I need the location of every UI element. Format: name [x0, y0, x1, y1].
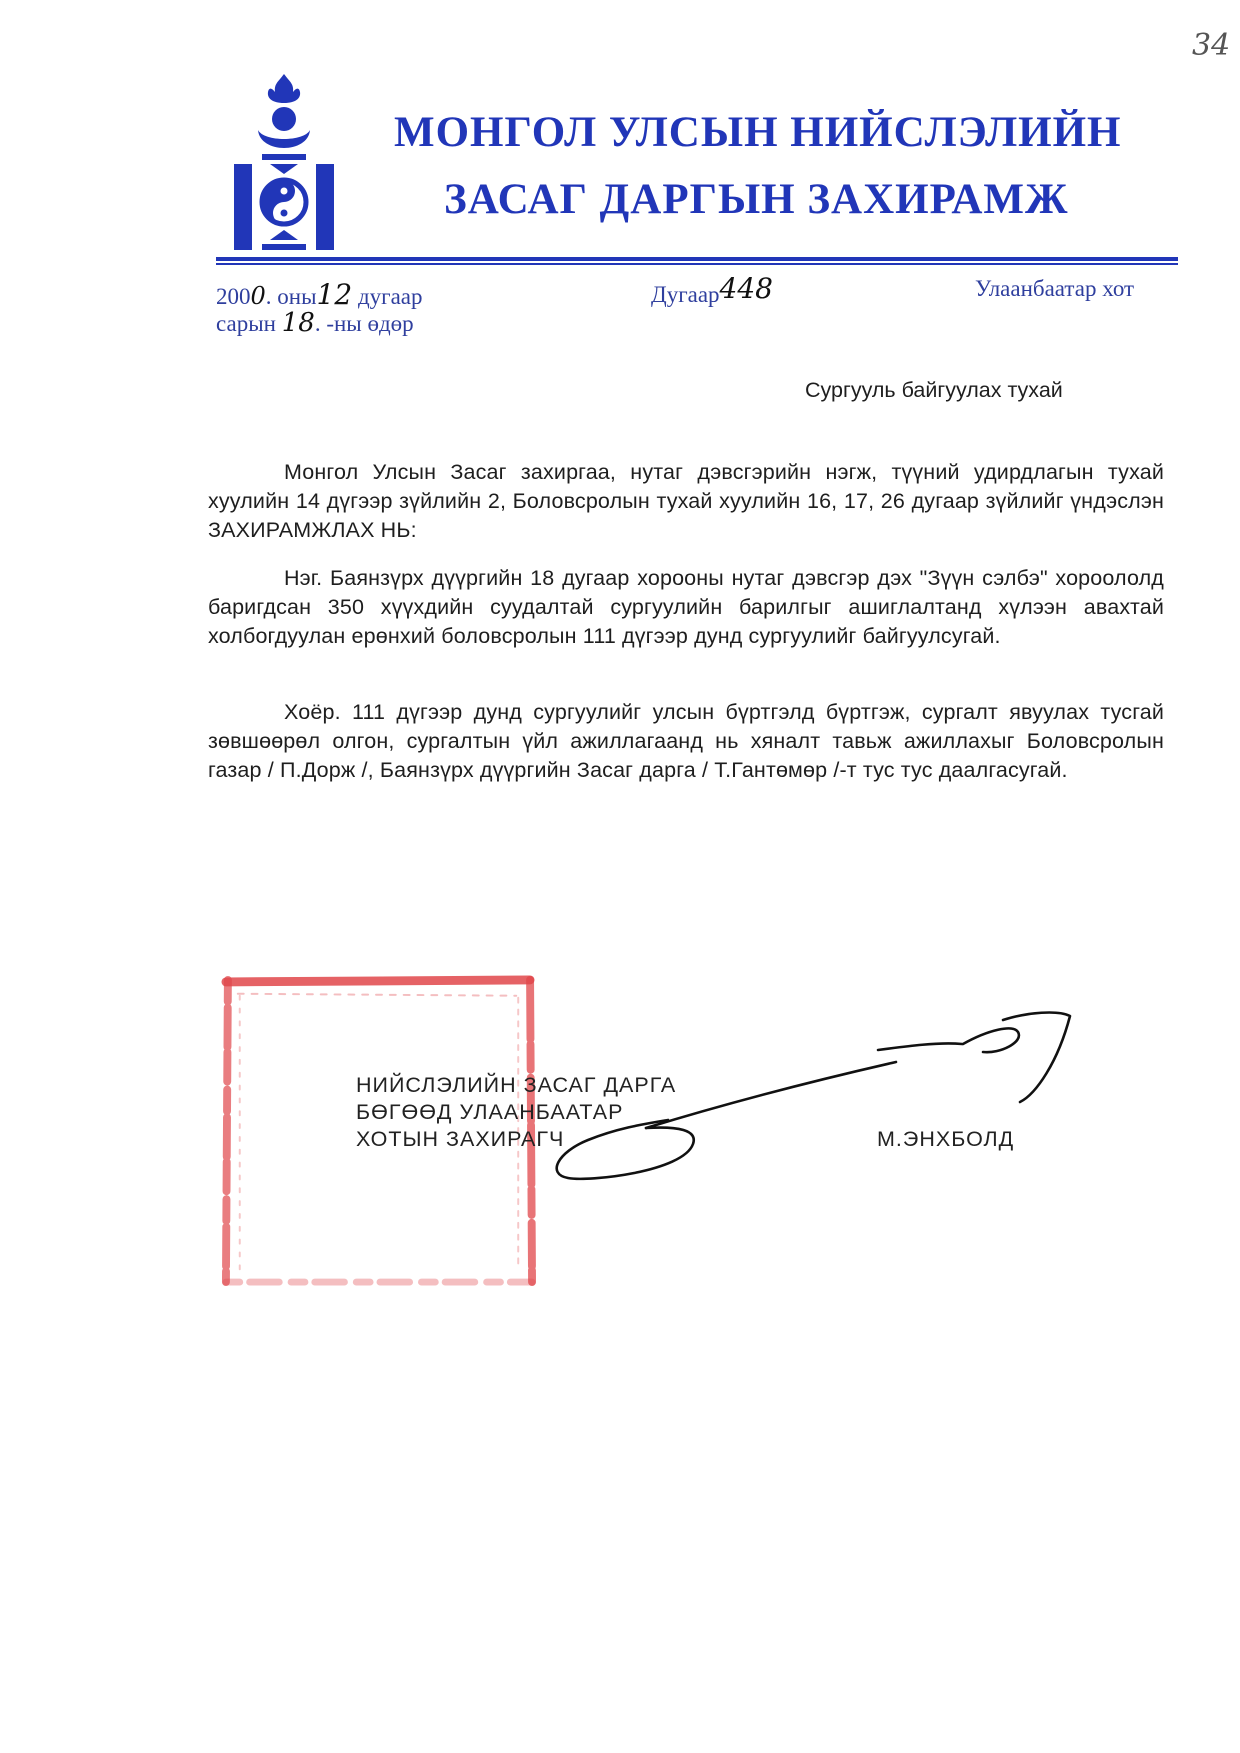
city-label: Улаанбаатар хот — [975, 276, 1135, 301]
year-prefix: 200 — [216, 284, 251, 309]
handwritten-page-number: 34 — [1192, 28, 1231, 63]
year-digit-handwritten: 0 — [250, 282, 266, 310]
signer-title-line3: ХОТЫН ЗАХИРАГЧ — [356, 1127, 565, 1151]
paragraph-item-2: Хоёр. 111 дүгээр дунд сургуулийг улсын бүртгэлд бүртгэж, сургалт явуулах тусгай зөвшөөрөл олгон, сургалтын үйл ажиллагаанд нь хяналт тавьж ажиллахыг Боловсролын газар / П.Дорж /, Баянзүрх дүүргийн Засаг дарга / Т.Гантөмөр /-т тус тус даалгасугай. — [208, 700, 1164, 782]
signer-title-line2: БӨГӨӨД УЛААНБААТАР — [356, 1100, 624, 1124]
paragraph-item-1: Нэг. Баянзүрх дүүргийн 18 дугаар хорооны нутаг дэвсгэр дэх "Зүүн сэлбэ" хороололд баригдсан 350 хүүхдийн суудалтай сургуулийн барилгыг ашиглалтанд хүлээн авахтай холбогдуулан ерөнхий боловсролын 111 дүгээр дунд сургуулийг байгуулсугай. — [208, 566, 1164, 648]
date-line-2 — [216, 308, 414, 338]
number-handwritten: 448 — [719, 272, 773, 305]
saryn-label: сарын — [216, 311, 276, 336]
dugaar-label: дугаар — [357, 284, 423, 309]
handwritten-signature — [548, 1002, 1108, 1242]
letterhead-title-line1: МОНГОЛ УЛСЫН НИЙСЛЭЛИЙН — [394, 109, 1122, 156]
signer-name: М.ЭНХБОЛД — [877, 1127, 1015, 1151]
paragraph-preamble: Монгол Улсын Засаг захиргаа, нутаг дэвсгэрийн нэгж, түүний удирдлагын тухай хуулийн 14 дүгээр зүйлийн 2, Боловсролын тухай хуулийн 16, 17, 26 дугаар зүйлийг үндэслэн ЗАХИРАМЖЛАХ НЬ: — [208, 460, 1164, 542]
document-number — [651, 272, 773, 309]
signer-title-line1: НИЙСЛЭЛИЙН ЗАСАГ ДАРГА — [356, 1073, 677, 1097]
subject-line: Сургууль байгуулах тухай — [805, 378, 1063, 402]
year-suffix: . оны — [265, 284, 317, 309]
letterhead-title-line2: ЗАСАГ ДАРГЫН ЗАХИРАМЖ — [444, 176, 1069, 223]
state-emblem-icon — [234, 72, 334, 254]
date-line-1 — [216, 278, 423, 311]
month-handwritten: 12 — [316, 278, 353, 311]
day-suffix: . -ны өдөр — [314, 311, 414, 336]
letterhead-rule-thin — [216, 263, 1178, 265]
number-label: Дугаар — [651, 282, 720, 307]
day-handwritten: 18 — [281, 308, 315, 338]
letterhead-rule-thick — [216, 257, 1178, 261]
